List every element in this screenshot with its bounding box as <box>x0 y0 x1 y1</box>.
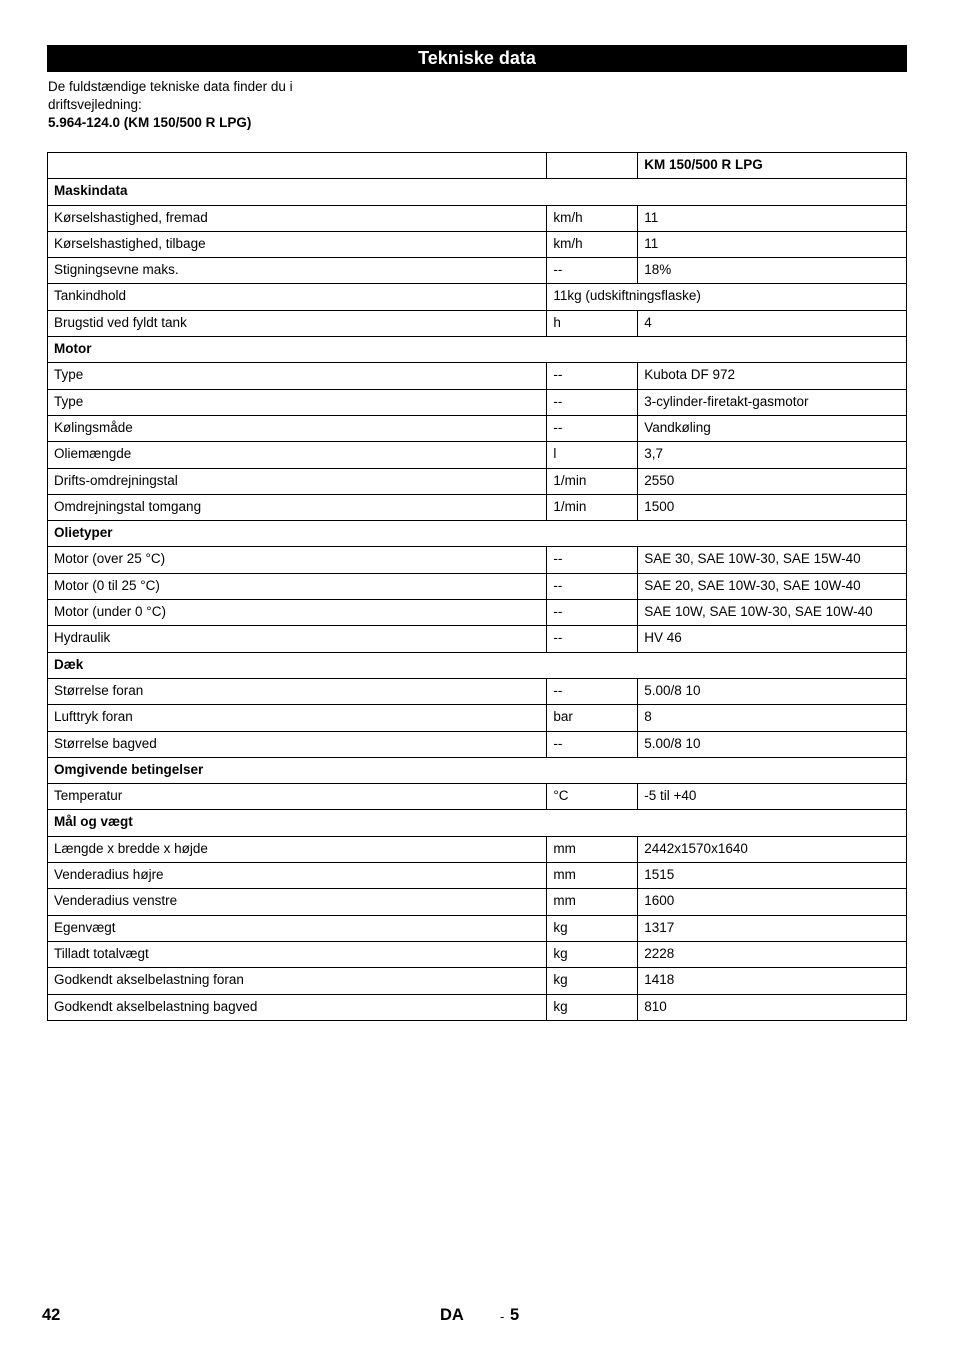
table-row <box>48 442 907 468</box>
table-row <box>48 494 907 520</box>
row-label: Kørselshastighed, tilbage <box>48 231 547 257</box>
row-value: -5 til +40 <box>638 784 907 810</box>
footer-separator: - <box>500 1309 505 1324</box>
section-header-row <box>48 652 907 678</box>
header-cell-unit <box>547 153 638 179</box>
row-unit: km/h <box>547 231 638 257</box>
section-header-row <box>48 337 907 363</box>
row-value: SAE 30, SAE 10W-30, SAE 15W-40 <box>638 547 907 573</box>
row-label: Tilladt totalvægt <box>48 941 547 967</box>
row-value: 1317 <box>638 915 907 941</box>
row-value: 810 <box>638 994 907 1020</box>
table-row <box>48 547 907 573</box>
row-unit: -- <box>547 547 638 573</box>
row-value: 3,7 <box>638 442 907 468</box>
row-unit: l <box>547 442 638 468</box>
page-number: 42 <box>42 1306 61 1324</box>
row-value: HV 46 <box>638 626 907 652</box>
page-title: Tekniske data <box>47 45 907 72</box>
row-unit: -- <box>547 389 638 415</box>
row-label: Venderadius højre <box>48 863 547 889</box>
row-unit: kg <box>547 968 638 994</box>
row-value: Vandkøling <box>638 415 907 441</box>
section-title: Olietyper <box>48 521 907 547</box>
row-unit: -- <box>547 626 638 652</box>
table-row <box>48 205 907 231</box>
table-row <box>48 573 907 599</box>
row-unit: kg <box>547 941 638 967</box>
row-value: 2442x1570x1640 <box>638 836 907 862</box>
row-unit: -- <box>547 731 638 757</box>
table-row <box>48 968 907 994</box>
table-row <box>48 415 907 441</box>
table-header-row <box>48 153 907 179</box>
section-title: Motor <box>48 337 907 363</box>
row-label: Lufttryk foran <box>48 705 547 731</box>
header-cell-label <box>48 153 547 179</box>
table-row <box>48 468 907 494</box>
row-label: Størrelse bagved <box>48 731 547 757</box>
table-row <box>48 836 907 862</box>
table-row <box>48 863 907 889</box>
intro-line-1: De fuldstændige tekniske data finder du i <box>48 79 293 94</box>
row-unit: kg <box>547 994 638 1020</box>
row-value: 5.00/8 10 <box>638 731 907 757</box>
row-unit: -- <box>547 573 638 599</box>
row-unit: kg <box>547 915 638 941</box>
table-row <box>48 915 907 941</box>
row-unit: -- <box>547 258 638 284</box>
section-header-row <box>48 810 907 836</box>
row-unit: -- <box>547 600 638 626</box>
row-label: Kørselshastighed, fremad <box>48 205 547 231</box>
section-title: Maskindata <box>48 179 907 205</box>
sub-page-number: 5 <box>510 1306 520 1324</box>
row-label: Motor (over 25 °C) <box>48 547 547 573</box>
row-value: 1600 <box>638 889 907 915</box>
row-value: 11 <box>638 231 907 257</box>
row-value: 5.00/8 10 <box>638 678 907 704</box>
table-row <box>48 731 907 757</box>
row-unit: °C <box>547 784 638 810</box>
row-unit: 1/min <box>547 468 638 494</box>
row-unit: 1/min <box>547 494 638 520</box>
row-unit: -- <box>547 678 638 704</box>
row-value: SAE 10W, SAE 10W-30, SAE 10W-40 <box>638 600 907 626</box>
row-label: Drifts-omdrejningstal <box>48 468 547 494</box>
row-unit: km/h <box>547 205 638 231</box>
row-value: 11 <box>638 205 907 231</box>
table-row <box>48 626 907 652</box>
row-value: 1418 <box>638 968 907 994</box>
table-row <box>48 705 907 731</box>
table-row <box>48 389 907 415</box>
table-row <box>48 310 907 336</box>
section-header-row <box>48 521 907 547</box>
table-row <box>48 284 907 310</box>
table-row <box>48 363 907 389</box>
row-label: Hydraulik <box>48 626 547 652</box>
row-value: 8 <box>638 705 907 731</box>
row-value: Kubota DF 972 <box>638 363 907 389</box>
row-label: Godkendt akselbelastning bagved <box>48 994 547 1020</box>
language-code: DA <box>440 1306 464 1324</box>
row-value: 2228 <box>638 941 907 967</box>
row-unit: mm <box>547 863 638 889</box>
row-label: Motor (0 til 25 °C) <box>48 573 547 599</box>
row-label: Type <box>48 389 547 415</box>
row-label: Godkendt akselbelastning foran <box>48 968 547 994</box>
table-row <box>48 678 907 704</box>
row-label: Egenvægt <box>48 915 547 941</box>
row-label: Venderadius venstre <box>48 889 547 915</box>
technical-data-table <box>47 152 907 1021</box>
row-value: SAE 20, SAE 10W-30, SAE 10W-40 <box>638 573 907 599</box>
row-value: 2550 <box>638 468 907 494</box>
row-label: Omdrejningstal tomgang <box>48 494 547 520</box>
row-label: Kølingsmåde <box>48 415 547 441</box>
row-value: 3-cylinder-firetakt-gasmotor <box>638 389 907 415</box>
document-reference: 5.964-124.0 (KM 150/500 R LPG) <box>48 115 252 130</box>
section-title: Dæk <box>48 652 907 678</box>
table-row <box>48 889 907 915</box>
row-unit: mm <box>547 889 638 915</box>
row-unit: mm <box>547 836 638 862</box>
table-row <box>48 258 907 284</box>
row-unit: -- <box>547 363 638 389</box>
table-row <box>48 231 907 257</box>
intro-line-2: driftsvejledning: <box>48 97 142 112</box>
row-value: 1515 <box>638 863 907 889</box>
row-label: Oliemængde <box>48 442 547 468</box>
intro-text <box>48 78 368 132</box>
table-row <box>48 941 907 967</box>
header-cell-model: KM 150/500 R LPG <box>638 153 907 179</box>
row-value: 18% <box>638 258 907 284</box>
row-value: 4 <box>638 310 907 336</box>
row-label: Type <box>48 363 547 389</box>
row-label: Stigningsevne maks. <box>48 258 547 284</box>
row-label: Motor (under 0 °C) <box>48 600 547 626</box>
row-label: Temperatur <box>48 784 547 810</box>
row-label: Tankindhold <box>48 284 547 310</box>
section-title: Mål og vægt <box>48 810 907 836</box>
section-header-row <box>48 179 907 205</box>
table-row <box>48 784 907 810</box>
table-row <box>48 994 907 1020</box>
row-label: Længde x bredde x højde <box>48 836 547 862</box>
row-unit: bar <box>547 705 638 731</box>
section-title: Omgivende betingelser <box>48 757 907 783</box>
row-unit: -- <box>547 415 638 441</box>
row-label: Størrelse foran <box>48 678 547 704</box>
row-unit: h <box>547 310 638 336</box>
row-value: 1500 <box>638 494 907 520</box>
section-header-row <box>48 757 907 783</box>
row-label: Brugstid ved fyldt tank <box>48 310 547 336</box>
row-value: 11kg (udskiftningsflaske) <box>547 284 907 310</box>
table-row <box>48 600 907 626</box>
